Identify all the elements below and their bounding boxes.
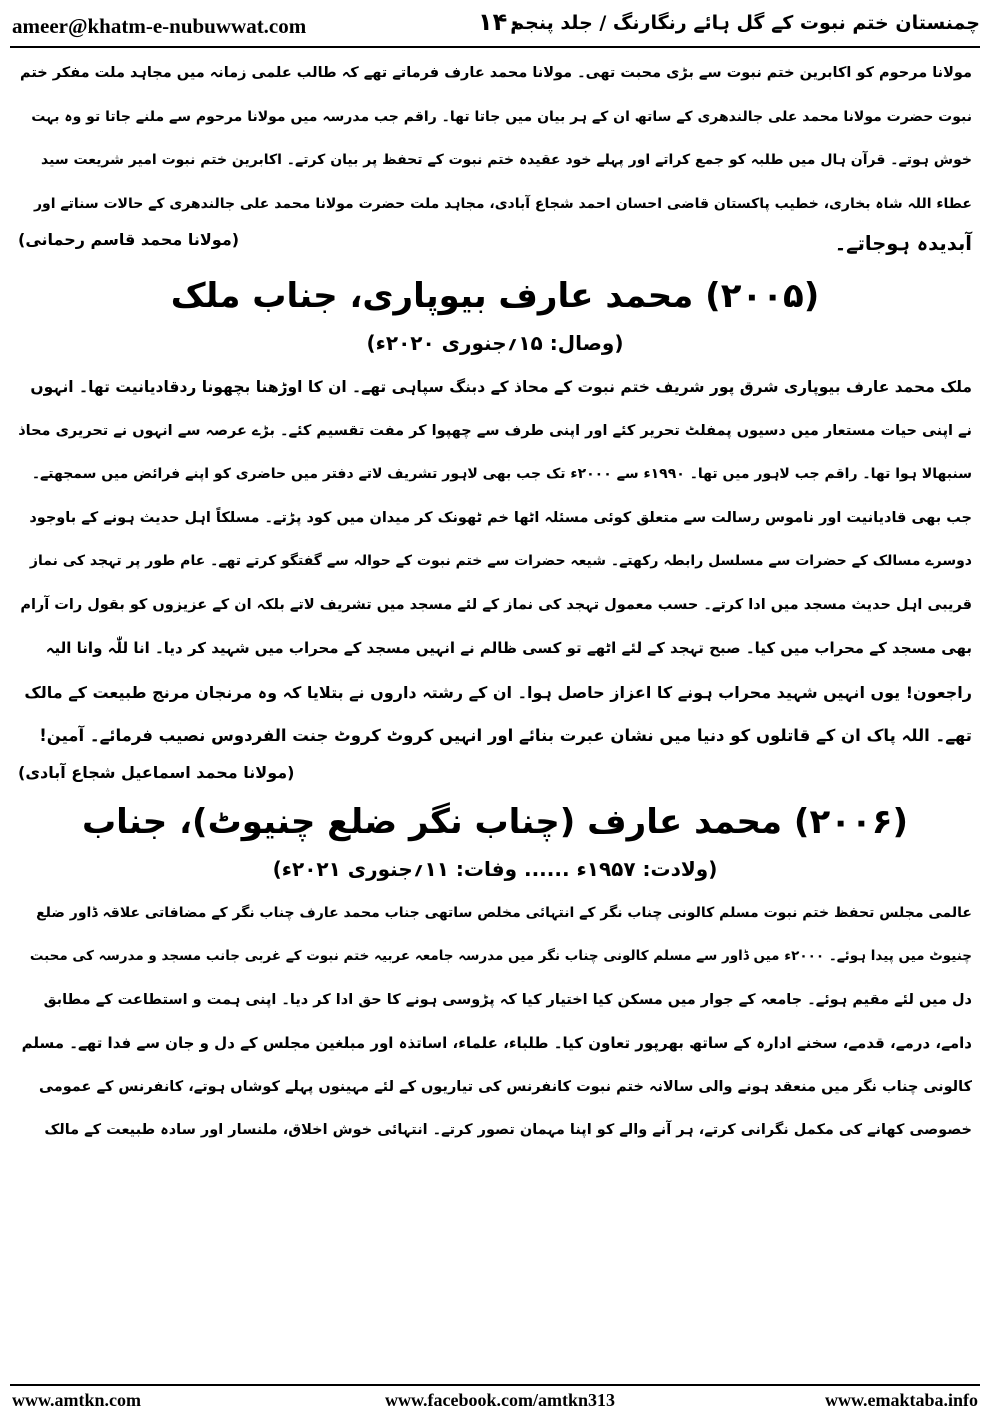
section3-paragraph (18, 892, 972, 1153)
section3-subheading: (ولادت: ۱۹۵۷ء ...... وفات: ۱۱؍جنوری ۲۰۲۱ء) (272, 856, 718, 881)
footer-link-emaktaba[interactable]: www.emaktaba.info (824, 1390, 978, 1410)
text-line: دامے، درمے، قدمے، سخنے ادارہ کے ساتھ بھرپور تعاون کیا۔ طلباء، علماء، اساتذہ اور مبلغین مجلس کے دل و جان سے فدا تھے۔ مسلم (21, 1034, 972, 1052)
text-line: عالمی مجلس تحفظ ختم نبوت مسلم کالونی چناب نگر کے انتہائی مخلص ساتھی جناب محمد عارف چناب نگر کے مضافاتی علاقہ ڈاور ضلع (36, 904, 972, 921)
section3-heading: (۲۰۰۶) محمد عارف (چناب نگر ضلع چنیوٹ)، جناب (81, 801, 909, 842)
text-line: دوسرے مسالک کے حضرات سے مسلسل رابطہ رکھتے۔ شیعہ حضرات سے ختم نبوت کے حوالہ سے گفتگو کرتے تھے۔ عام طور پر تہجد کی نماز (29, 553, 972, 569)
book-title: چمنستان ختم نبوت کے گل ہائے رنگارنگ / جلد پنجم (510, 12, 980, 34)
text-line: عطاء اللہ شاہ بخاری، خطیب پاکستان قاضی احسان احمد شجاع آبادی، مجاہد ملت حضرت مولانا محمد علی جالندھری کے حالات سناتے اور (33, 195, 972, 212)
page-footer (10, 1390, 980, 1416)
section1-paragraph (18, 52, 972, 226)
text-line: بھی مسجد کے محراب میں کیا۔ صبح تہجد کے لئے اٹھے تو کسی ظالم نے انہیں مسجد کے محراب میں شہید کر دیا۔ انا للّٰہ وانا الیہ (45, 639, 972, 657)
page-header (10, 8, 980, 46)
section1-closing (18, 226, 972, 262)
text-line: راجعون! یوں انہیں شہید محراب ہونے کا اعزاز حاصل ہوا۔ ان کے رشتہ داروں نے بتلایا کہ وہ مرنجان مرنج طبیعت کے مالک (24, 682, 972, 702)
text-line: مولانا مرحوم کو اکابرین ختم نبوت سے بڑی محبت تھی۔ مولانا محمد عارف فرماتے تھے کہ طالب علمی زمانہ میں مجاہد ملت مفکر ختم (19, 65, 972, 81)
text-line: تھے۔ اللہ پاک ان کے قاتلوں کو دنیا میں نشان عبرت بنائے اور انہیں کروٹ کروٹ جنت الفردوس نصیب فرمائے۔ آمین! (39, 726, 972, 745)
footer-divider (10, 1384, 980, 1386)
text-line: دل میں لئے مقیم ہوئے۔ جامعہ کے جوار میں مسکن کیا اختیار کیا کہ پڑوسی ہونے کا حق ادا کر دیا۔ اپنی ہمت و استطاعت کے مطابق (43, 991, 972, 1008)
text-line: آبدیدہ ہوجاتے۔ (834, 232, 972, 255)
page-number: ۱۴۰ (478, 8, 522, 36)
text-line: نے اپنی حیات مستعار میں دسیوں پمفلٹ تحریر کئے اور اپنی طرف سے چھپوا کر مفت تقسیم کئے۔ بڑے عرصہ سے انہوں نے تحریری محاذ (18, 422, 972, 439)
header-divider (10, 46, 980, 48)
section1-author: (مولانا محمد قاسم رحمانی) (18, 230, 240, 249)
text-line: جب بھی قادیانیت اور ناموس رسالت سے متعلق کوئی مسئلہ اٹھا خم ٹھونک کر میدان میں کود پڑتے۔ مسلکاً اہل حدیث ہونے کے باوجود (29, 509, 972, 526)
section2-author: (مولانا محمد اسماعیل شجاع آبادی) (18, 762, 295, 782)
section2-heading: (۲۰۰۵) محمد عارف بیوپاری، جناب ملک (170, 276, 820, 316)
section2-subheading: (وصال: ۱۵؍جنوری ۲۰۲۰ء) (366, 331, 624, 355)
text-line: چنیوٹ میں پیدا ہوئے۔ ۲۰۰۰ء میں ڈاور سے مسلم کالونی چناب نگر میں مدرسہ جامعہ عربیہ ختم نبوت کے غربی جانب مسجد و مدرسہ کی محبت (29, 948, 972, 964)
page-body (18, 52, 972, 1378)
text-line: ملک محمد عارف بیوپاری شرق پور شریف ختم نبوت کے محاذ کے دبنگ سپاہی تھے۔ ان کا اوڑھنا بچھونا ردقادیانیت تھا۔ انہوں (30, 378, 972, 396)
header-email[interactable]: ameer@khatm-e-nubuwwat.com (12, 14, 307, 38)
footer-link-facebook[interactable]: www.facebook.com/amtkn313 (385, 1390, 615, 1410)
text-line: سنبھالا ہوا تھا۔ راقم جب لاہور میں تھا۔ ۱۹۹۰ء سے ۲۰۰۰ء تک جب بھی لاہور تشریف لاتے دفتر میں حاضری کو اپنے فرائض میں سمجھتے۔ (31, 466, 972, 482)
footer-link-amtkn[interactable]: www.amtkn.com (12, 1390, 141, 1410)
text-line: نبوت حضرت مولانا محمد علی جالندھری کے ساتھ ان کے ہر بیان میں جاتا تھا۔ راقم جب مدرسہ میں مولانا مرحوم سے ملنے جاتا تو وہ بہت (31, 108, 972, 125)
text-line: خوش ہوتے۔ قرآن ہال میں طلبہ کو جمع کراتے اور پہلے خود عقیدہ ختم نبوت کے تحفظ پر بیان کرتے۔ اکابرین ختم نبوت امیر شریعت سید (41, 152, 972, 168)
text-line: کالونی چناب نگر میں منعقد ہونے والی سالانہ ختم نبوت کانفرنس کی تیاریوں کے لئے مہینوں پہلے کوشاں ہوتے، کانفرنس کے عمومی (39, 1078, 972, 1095)
text-line: خصوصی کھانے کی مکمل نگرانی کرتے، ہر آنے والے کو اپنا مہمان تصور کرتے۔ انتہائی خوش اخلاق، ملنسار اور سادہ طبیعت کے مالک (44, 1122, 972, 1138)
section2-paragraph (18, 366, 972, 758)
text-line: قریبی اہل حدیث مسجد میں ادا کرتے۔ حسب معمول تہجد کی نماز کے لئے مسجد میں تشریف لاتے بلکہ ان کے عزیزوں کو بقول رات آرام (20, 596, 972, 613)
